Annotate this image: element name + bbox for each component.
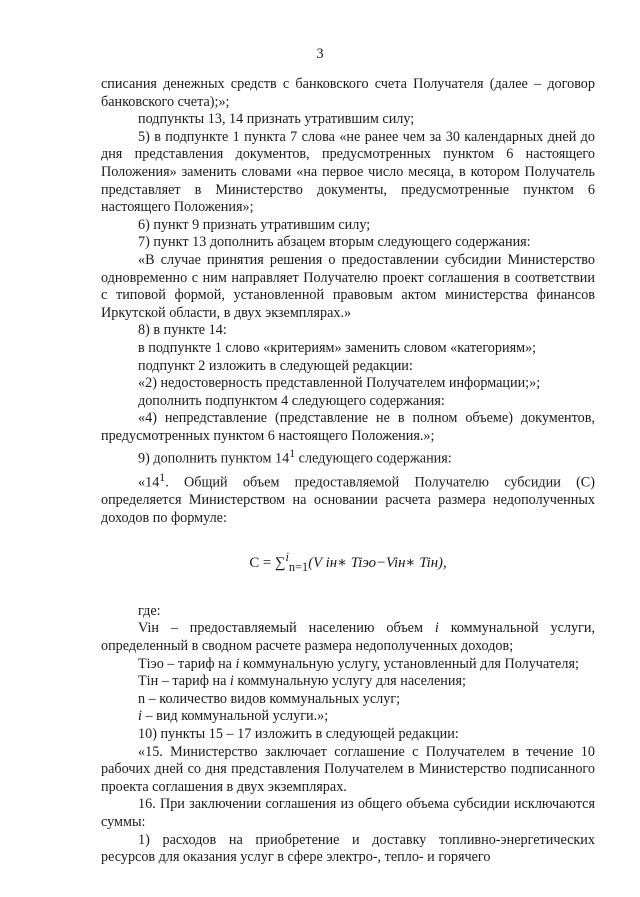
variable: i [434,620,439,637]
paragraph: где: [138,602,161,619]
paragraph: 8) в пункте 14: [138,322,227,339]
text-run: коммунальную услугу для населения; [233,673,466,690]
paragraph: в подпункте 1 слово «критериям» заменить словом «категориям»; [138,339,537,356]
paragraph: дополнить подпунктом 4 следующего содержания: [138,392,445,409]
superscript: 1 [289,446,296,461]
text-run: Тiэо – тариф на [138,655,236,672]
superscript: 1 [159,469,166,484]
paragraph: списания денежных средств с банковского счета Получателя (далее – договор банковского счета);»; [101,76,595,110]
paragraph [101,620,595,655]
text-run: Viн – предоставляемый населению объем [138,620,435,637]
paragraph [101,656,595,674]
paragraph: 16. При заключении соглашения из общего объема субсидии исключаются суммы: [101,796,595,830]
paragraph: «15. Министерство заключает соглашение с Получателем в течение 10 рабочих дней со дня представления Получателем в Министерство подписанного проекта соглашения в двух экземплярах. [101,743,595,795]
paragraph: 6) пункт 9 признать утратившим силу; [138,216,371,233]
text-run: «14 [138,474,160,491]
text-run: . Общий объем предоставляемой Получателю субсидии (С) определяется Министерством на основании расчета размера недополученных доходов по формуле: [101,474,595,526]
page-number: 3 [316,46,324,62]
text-run: коммунальной услуги, определенный в сводном расчете размера недополученных доходов; [101,620,595,654]
formula [101,549,595,576]
formula-lower-limit: n=1 [288,560,309,575]
paragraph: подпункт 2 изложить в следующей редакции: [138,357,413,374]
document-body [101,76,595,867]
paragraph: «2) недостоверность представленной Получателем информации;»; [138,375,541,392]
paragraph: 5) в подпункте 1 пункта 7 слова «не ранее чем за 30 календарных дней до дня представления документов, предусмотренных пунктом 6 настоящего Положения» заменить словами «на первое число месяца, в котором Получатель представляет в Министерство документы, предусмотренные пунктом 6 настоящего Положения»; [101,128,595,216]
paragraph [101,673,595,691]
paragraph: 10) пункты 15 – 17 изложить в следующей редакции: [138,725,459,742]
variable: i [229,673,234,690]
text-run: коммунальную услугу, установленный для Получателя; [239,655,579,672]
formula-lhs: C = ∑ [249,555,286,572]
paragraph [101,445,595,468]
paragraph [101,708,595,726]
variable: i [235,655,240,672]
paragraph: n – количество видов коммунальных услуг; [138,690,401,707]
paragraph: «В случае принятия решения о предоставлении субсидии Министерство одновременно с ним направляет Получателю проект соглашения в соответствии с типовой формой, установленной правовым актом министерства финансов Иркутской области, в двух экземплярах.» [101,251,595,321]
paragraph: 7) пункт 13 дополнить абзацем вторым следующего содержания: [138,234,531,251]
formula-upper-limit: i [285,550,289,565]
paragraph: 1) расходов на приобретение и доставку топливно-энергетических ресурсов для оказания услуг в сфере электро-, тепло- и горячего [101,831,595,866]
formula-body: (V iн∗ Tiэо−Viн∗ Tiн), [308,555,447,572]
variable: i [138,708,142,725]
text-run: 9) дополнить пунктом 14 [138,451,290,468]
paragraph [101,469,595,528]
paragraph: подпункты 13, 14 признать утратившим силу; [138,111,415,128]
text-run: Тiн – тариф на [138,673,230,690]
paragraph: «4) непредставление (представление не в полном объеме) документов, предусмотренных пунктом 6 настоящего Положения.»; [101,410,595,444]
text-run: – вид коммунальной услуги.»; [141,708,329,725]
text-run: следующего содержания: [295,451,452,468]
